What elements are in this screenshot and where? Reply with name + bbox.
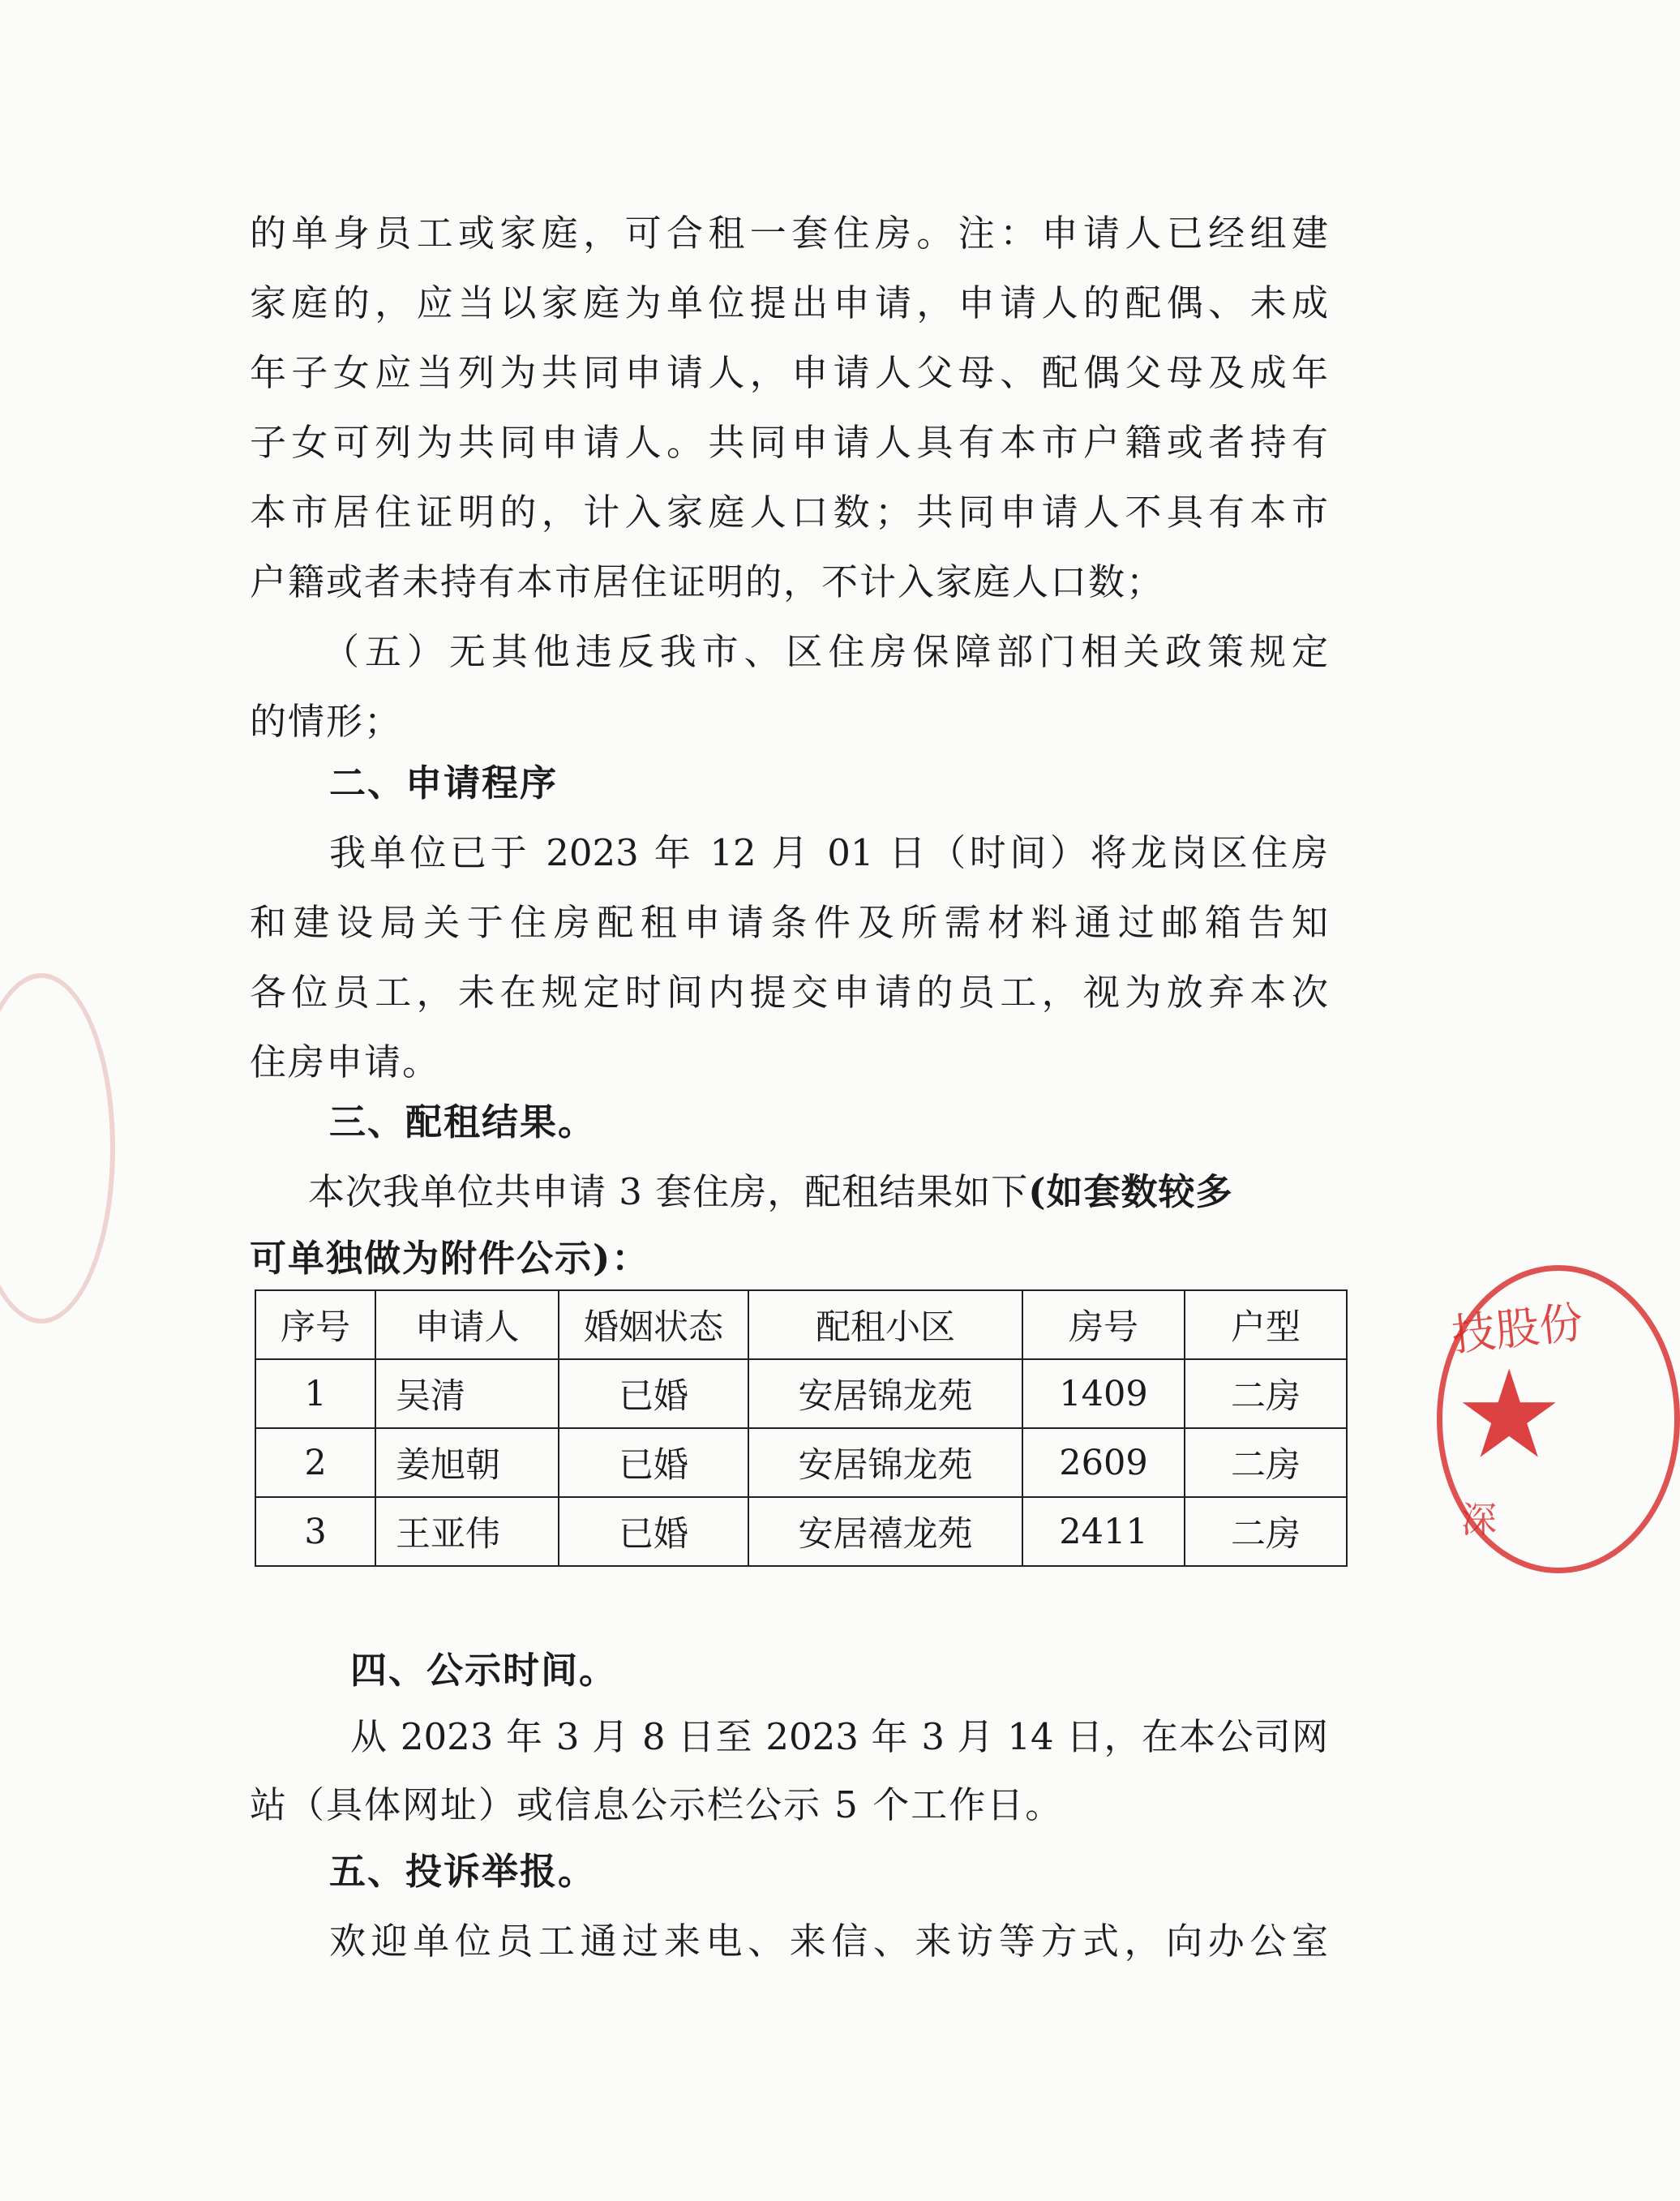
- cell-serial: 2: [255, 1428, 375, 1497]
- header-room-number: 房号: [1022, 1290, 1185, 1359]
- body-text-line: 家庭的，应当以家庭为单位提出申请，申请人的配偶、未成: [250, 281, 1328, 324]
- header-serial: 序号: [255, 1290, 375, 1359]
- cell-community: 安居锦龙苑: [748, 1359, 1022, 1428]
- header-marital-status: 婚姻状态: [559, 1290, 748, 1359]
- cell-applicant: 王亚伟: [375, 1497, 559, 1566]
- cell-room-number: 1409: [1022, 1359, 1185, 1428]
- body-text-line: 欢迎单位员工通过来电、来信、来访等方式，向办公室: [329, 1920, 1328, 1963]
- table-row: [255, 1428, 1347, 1497]
- body-text-line: 住房申请。: [250, 1040, 441, 1083]
- cell-marital-status: 已婚: [559, 1428, 748, 1497]
- body-text-line: 户籍或者未持有本市居住证明的，不计入家庭人口数；: [250, 560, 1165, 603]
- company-seal: [1437, 1265, 1680, 1573]
- header-unit-type: 户型: [1185, 1290, 1347, 1359]
- section-heading-publicity: 四、公示时间。: [350, 1649, 618, 1692]
- body-text-line: 的单身员工或家庭，可合租一套住房。注：申请人已经组建: [250, 212, 1328, 255]
- cell-room-number: 2411: [1022, 1497, 1185, 1566]
- body-text-line: 和建设局关于住房配租申请条件及所需材料通过邮箱告知: [250, 901, 1328, 944]
- cell-serial: 3: [255, 1497, 375, 1566]
- results-intro-line: [308, 1168, 1328, 1216]
- faint-stamp-mark: [0, 973, 115, 1324]
- cell-community: 安居锦龙苑: [748, 1428, 1022, 1497]
- cell-serial: 1: [255, 1359, 375, 1428]
- table-row: [255, 1497, 1347, 1566]
- cell-marital-status: 已婚: [559, 1359, 748, 1428]
- condition-five-line: （五）无其他违反我市、区住房保障部门相关政策规定: [323, 630, 1328, 673]
- body-text-line: 子女可列为共同申请人。共同申请人具有本市户籍或者持有: [250, 421, 1328, 464]
- results-note-line: 可单独做为附件公示)：: [250, 1237, 650, 1280]
- cell-unit-type: 二房: [1185, 1497, 1347, 1566]
- body-text-line: 我单位已于 2023 年 12 月 01 日（时间）将龙岗区住房: [329, 831, 1328, 874]
- header-applicant: 申请人: [375, 1290, 559, 1359]
- header-community: 配租小区: [748, 1290, 1022, 1359]
- cell-unit-type: 二房: [1185, 1428, 1347, 1497]
- table-header-row: [255, 1290, 1347, 1359]
- allocation-table: [255, 1289, 1348, 1567]
- cell-room-number: 2609: [1022, 1428, 1185, 1497]
- cell-applicant: 吴清: [375, 1359, 559, 1428]
- seal-signature: 深: [1461, 1500, 1497, 1541]
- cell-marital-status: 已婚: [559, 1497, 748, 1566]
- body-text-line: 年子女应当列为共同申请人，申请人父母、配偶父母及成年: [250, 351, 1328, 394]
- cell-community: 安居禧龙苑: [748, 1497, 1022, 1566]
- section-heading-results: 三、配租结果。: [329, 1100, 597, 1143]
- body-text-line: 从 2023 年 3 月 8 日至 2023 年 3 月 14 日，在本公司网: [350, 1715, 1328, 1758]
- table-row: [255, 1359, 1347, 1428]
- cell-unit-type: 二房: [1185, 1359, 1347, 1428]
- star-icon: ★: [1455, 1345, 1564, 1486]
- section-heading-application: 二、申请程序: [329, 762, 559, 804]
- seal-text: 技股份: [1449, 1296, 1586, 1362]
- section-heading-complaints: 五、投诉举报。: [329, 1850, 597, 1893]
- condition-five-line: 的情形；: [250, 700, 403, 743]
- body-text-line: 站（具体网址）或信息公示栏公示 5 个工作日。: [250, 1783, 1064, 1826]
- results-intro-text: 本次我单位共申请 3 套住房，配租结果如下: [308, 1170, 1029, 1213]
- results-note-text: (如套数较多: [1028, 1170, 1233, 1213]
- body-text-line: 本市居住证明的，计入家庭人口数；共同申请人不具有本市: [250, 491, 1328, 534]
- cell-applicant: 姜旭朝: [375, 1428, 559, 1497]
- body-text-line: 各位员工，未在规定时间内提交申请的员工，视为放弃本次: [250, 971, 1328, 1014]
